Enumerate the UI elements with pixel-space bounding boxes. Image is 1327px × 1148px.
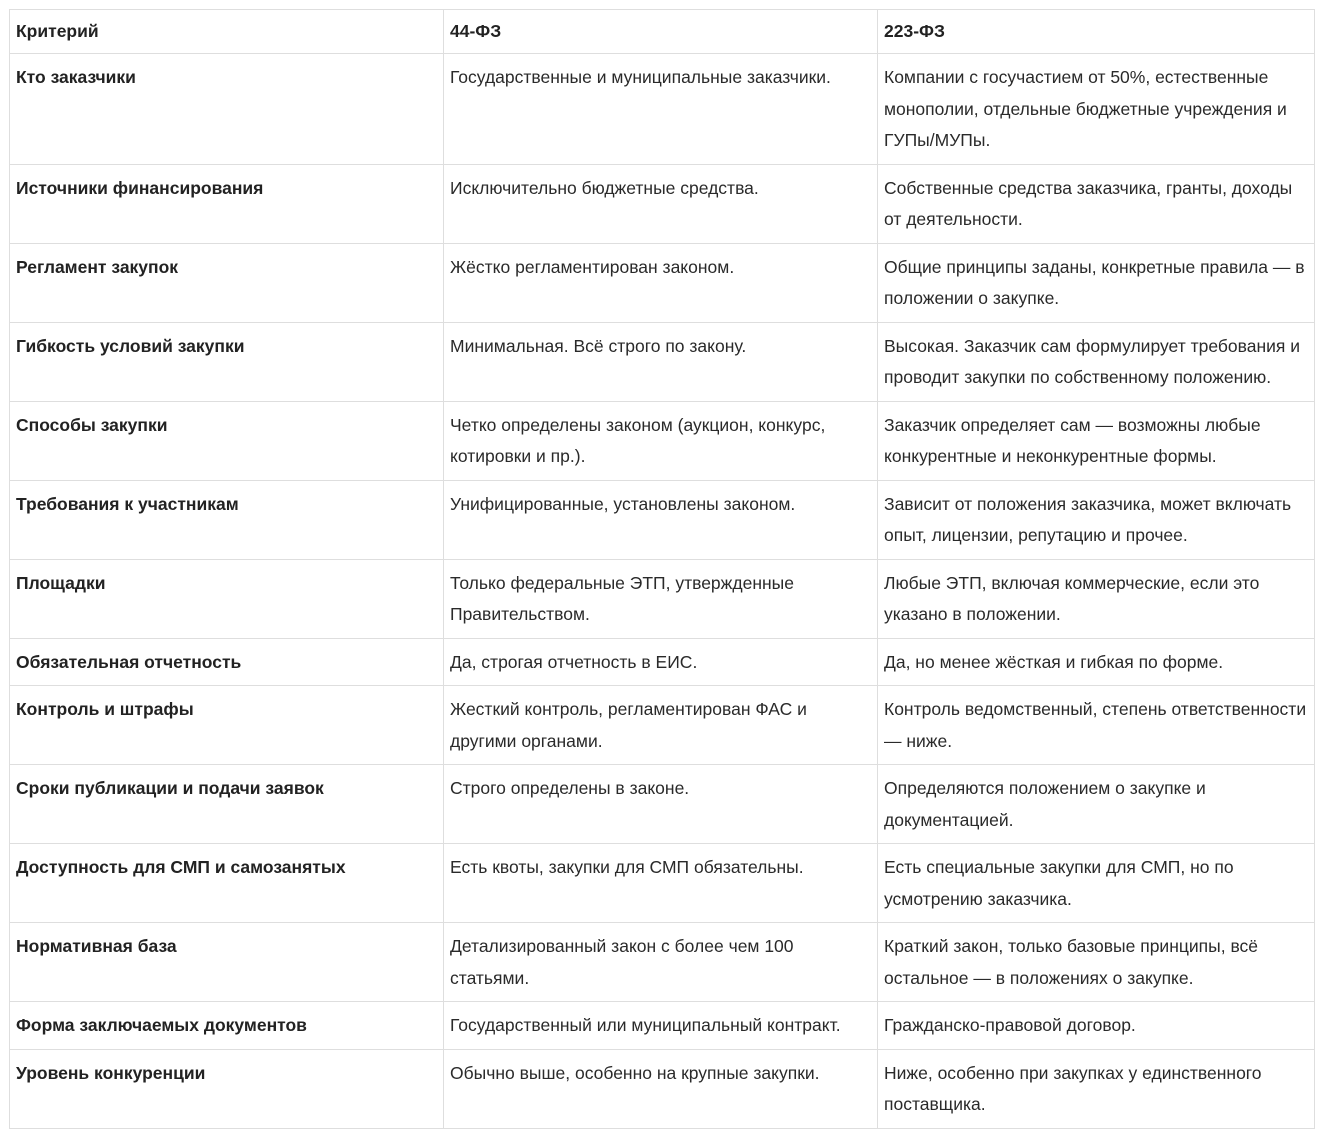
cell-223fz: Краткий закон, только базовые принципы, всё остальное — в положениях о закупке. <box>878 923 1315 1002</box>
table-row <box>10 923 1315 1002</box>
criterion-cell: Доступность для СМП и самозанятых <box>10 844 444 923</box>
cell-223fz: Компании с госучастием от 50%, естественные монополии, отдельные бюджетные учреждения и ГУПы/МУПы. <box>878 54 1315 165</box>
criterion-cell: Форма заключаемых документов <box>10 1002 444 1050</box>
table-row <box>10 480 1315 559</box>
criterion-cell: Кто заказчики <box>10 54 444 165</box>
cell-223fz: Собственные средства заказчика, гранты, доходы от деятельности. <box>878 164 1315 243</box>
header-44fz: 44-ФЗ <box>444 10 878 54</box>
criterion-cell: Нормативная база <box>10 923 444 1002</box>
cell-223fz: Любые ЭТП, включая коммерческие, если это указано в положении. <box>878 559 1315 638</box>
cell-223fz: Контроль ведомственный, степень ответственности — ниже. <box>878 686 1315 765</box>
table-row <box>10 1049 1315 1128</box>
cell-44fz: Детализированный закон с более чем 100 статьями. <box>444 923 878 1002</box>
table-row <box>10 765 1315 844</box>
cell-44fz: Унифицированные, установлены законом. <box>444 480 878 559</box>
table-body <box>10 54 1315 1129</box>
cell-44fz: Только федеральные ЭТП, утвержденные Правительством. <box>444 559 878 638</box>
criterion-cell: Контроль и штрафы <box>10 686 444 765</box>
cell-223fz: Гражданско-правовой договор. <box>878 1002 1315 1050</box>
criterion-cell: Регламент закупок <box>10 243 444 322</box>
criterion-cell: Способы закупки <box>10 401 444 480</box>
table-row <box>10 686 1315 765</box>
table-row <box>10 164 1315 243</box>
criterion-cell: Требования к участникам <box>10 480 444 559</box>
table-row <box>10 559 1315 638</box>
cell-44fz: Есть квоты, закупки для СМП обязательны. <box>444 844 878 923</box>
cell-223fz: Общие принципы заданы, конкретные правила — в положении о закупке. <box>878 243 1315 322</box>
cell-223fz: Высокая. Заказчик сам формулирует требования и проводит закупки по собственному положению. <box>878 322 1315 401</box>
cell-223fz: Заказчик определяет сам — возможны любые конкурентные и неконкурентные формы. <box>878 401 1315 480</box>
criterion-cell: Уровень конкуренции <box>10 1049 444 1128</box>
table-header-row <box>10 10 1315 54</box>
cell-44fz: Строго определены в законе. <box>444 765 878 844</box>
table-row <box>10 638 1315 686</box>
header-criterion: Критерий <box>10 10 444 54</box>
cell-44fz: Четко определены законом (аукцион, конкурс, котировки и пр.). <box>444 401 878 480</box>
table-row <box>10 1002 1315 1050</box>
criterion-cell: Площадки <box>10 559 444 638</box>
criterion-cell: Источники финансирования <box>10 164 444 243</box>
cell-223fz: Определяются положением о закупке и документацией. <box>878 765 1315 844</box>
comparison-table <box>9 9 1315 1129</box>
header-223fz: 223-ФЗ <box>878 10 1315 54</box>
cell-223fz: Есть специальные закупки для СМП, но по усмотрению заказчика. <box>878 844 1315 923</box>
criterion-cell: Сроки публикации и подачи заявок <box>10 765 444 844</box>
cell-44fz: Исключительно бюджетные средства. <box>444 164 878 243</box>
cell-223fz: Да, но менее жёсткая и гибкая по форме. <box>878 638 1315 686</box>
cell-44fz: Государственные и муниципальные заказчики. <box>444 54 878 165</box>
cell-223fz: Ниже, особенно при закупках у единственного поставщика. <box>878 1049 1315 1128</box>
criterion-cell: Обязательная отчетность <box>10 638 444 686</box>
table-row <box>10 322 1315 401</box>
cell-44fz: Жёстко регламентирован законом. <box>444 243 878 322</box>
cell-223fz: Зависит от положения заказчика, может включать опыт, лицензии, репутацию и прочее. <box>878 480 1315 559</box>
cell-44fz: Государственный или муниципальный контракт. <box>444 1002 878 1050</box>
cell-44fz: Обычно выше, особенно на крупные закупки. <box>444 1049 878 1128</box>
table-row <box>10 844 1315 923</box>
cell-44fz: Жесткий контроль, регламентирован ФАС и другими органами. <box>444 686 878 765</box>
table-row <box>10 401 1315 480</box>
table-header <box>10 10 1315 54</box>
table-row <box>10 54 1315 165</box>
criterion-cell: Гибкость условий закупки <box>10 322 444 401</box>
table-row <box>10 243 1315 322</box>
cell-44fz: Да, строгая отчетность в ЕИС. <box>444 638 878 686</box>
cell-44fz: Минимальная. Всё строго по закону. <box>444 322 878 401</box>
